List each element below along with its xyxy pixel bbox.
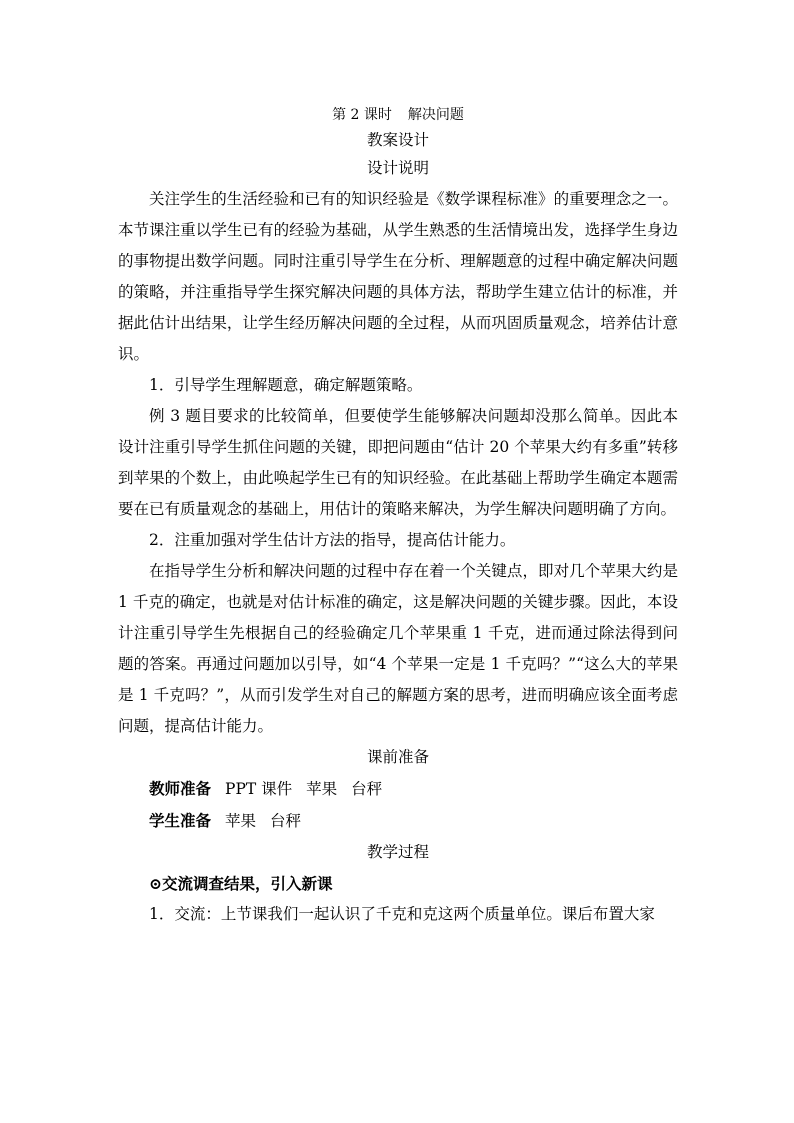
lesson-topic: 解决问题 <box>407 107 464 123</box>
heading-notes: 设计说明 <box>366 159 429 177</box>
point1-title: 1．引导学生理解题意，确定解题策略。 <box>149 376 423 394</box>
document-content <box>118 104 678 930</box>
teacher-prep-item: 台秤 <box>351 780 383 798</box>
lesson-number: 第 2 课时 <box>332 107 392 123</box>
student-prep-item: 台秤 <box>270 812 302 830</box>
teacher-prep-label: 教师准备 <box>149 779 212 798</box>
section1-title: ⊙交流调查结果，引入新课 <box>149 874 333 893</box>
point2-title: 2．注重加强对学生估计方法的指导，提高估计能力。 <box>149 531 516 549</box>
teacher-prep-item: PPT 课件 <box>225 780 293 798</box>
point1-body: 例 3 题目要求的比较简单，但要使学生能够解决问题却没那么简单。因此本设计注重引导学生抓住问题的关键，即把问题由“估计 20 个苹果大约有多重”转移到苹果的个数上，由此唤起学生已有的知识经验。在此基础上帮助学生确定本题需要在已有质量观念的基础上，用估计的策略来解决，为学生解决问题明确了方向。 <box>118 407 678 518</box>
heading-design: 教案设计 <box>366 131 429 149</box>
teacher-prep <box>118 773 678 805</box>
heading-process: 教学过程 <box>366 843 429 861</box>
teacher-prep-item: 苹果 <box>306 780 338 798</box>
student-prep <box>118 805 678 837</box>
student-prep-label: 学生准备 <box>149 811 212 830</box>
lesson-title <box>118 104 678 126</box>
heading-prep: 课前准备 <box>366 748 429 766</box>
point2-body: 在指导学生分析和解决问题的过程中存在着一个关键点，即对几个苹果大约是 1 千克的确定，也就是对估计标准的确定，这是解决问题的关键步骤。因此，本设计注重引导学生先根据自己的经验确定几个苹果重 1 千克，进而通过除法得到问题的答案。再通过问题加以引导，如“4 个苹果一定是 1 千克吗？”“这么大的苹果是 1 千克吗？”，从而引发学生对自己的解题方案的思考，进而明确应该全面考虑问题，提高估计能力。 <box>118 562 678 735</box>
intro-paragraph: 关注学生的生活经验和已有的知识经验是《数学课程标准》的重要理念之一。本节课注重以学生已有的经验为基础，从学生熟悉的生活情境出发，选择学生身边的事物提出数学问题。同时注重引导学生在分析、理解题意的过程中确定解决问题的策略，并注重指导学生探究解决问题的具体方法，帮助学生建立估计的标准，并据此估计出结果，让学生经历解决问题的全过程，从而巩固质量观念，培养估计意识。 <box>118 190 678 363</box>
section1-line1: 1．交流：上节课我们一起认识了千克和克这两个质量单位。课后布置大家 <box>149 905 655 923</box>
student-prep-item: 苹果 <box>225 812 257 830</box>
